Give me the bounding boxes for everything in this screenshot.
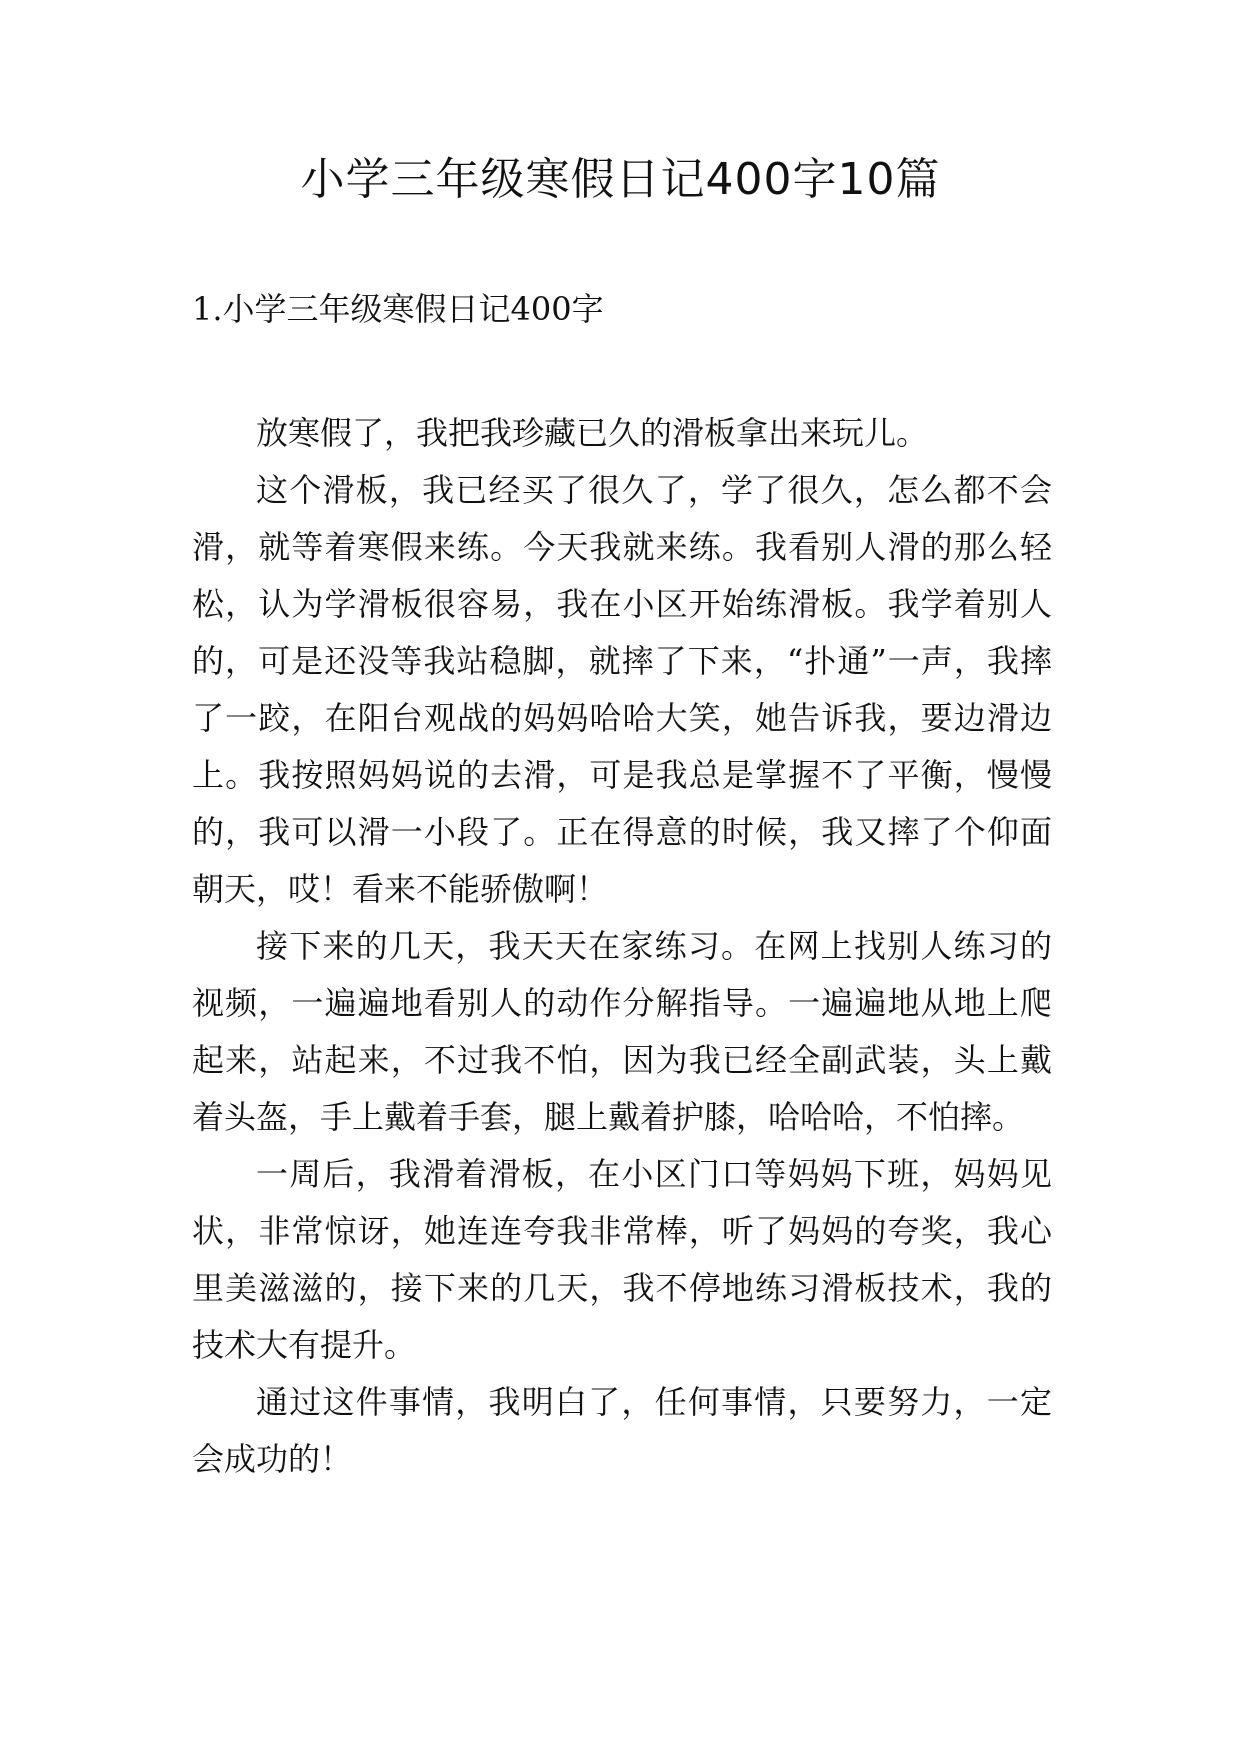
diary-body (192, 405, 1052, 1488)
paragraph: 放寒假了，我把我珍藏已久的滑板拿出来玩儿。 (256, 414, 929, 452)
section-heading: 1.小学三年级寒假日记400字 (192, 290, 604, 328)
paragraph: 接下来的几天，我天天在家练习。在网上找别人练习的视频，一遍遍地看别人的动作分解指导。一遍遍地从地上爬起来，站起来，不过我不怕，因为我已经全副武装，头上戴着头盔，手上戴着手套，腿上戴着护膝，哈哈哈，不怕摔。 (192, 927, 1052, 1136)
paragraph: 通过这件事情，我明白了，任何事情，只要努力，一定会成功的！ (192, 1383, 1052, 1478)
document-title: 小学三年级寒假日记400字10篇 (300, 154, 941, 205)
paragraph: 一周后，我滑着滑板，在小区门口等妈妈下班，妈妈见状，非常惊讶，她连连夸我非常棒，听了妈妈的夸奖，我心里美滋滋的，接下来的几天，我不停地练习滑板技术，我的技术大有提升。 (192, 1155, 1052, 1364)
paragraph: 这个滑板，我已经买了很久了，学了很久，怎么都不会滑，就等着寒假来练。今天我就来练。我看别人滑的那么轻松，认为学滑板很容易，我在小区开始练滑板。我学着别人的，可是还没等我站稳脚，就摔了下来，“扑通”一声，我摔了一跤，在阳台观战的妈妈哈哈大笑，她告诉我，要边滑边上。我按照妈妈说的去滑，可是我总是掌握不了平衡，慢慢的，我可以滑一小段了。正在得意的时候，我又摔了个仰面朝天，哎！看来不能骄傲啊！ (192, 471, 1052, 908)
